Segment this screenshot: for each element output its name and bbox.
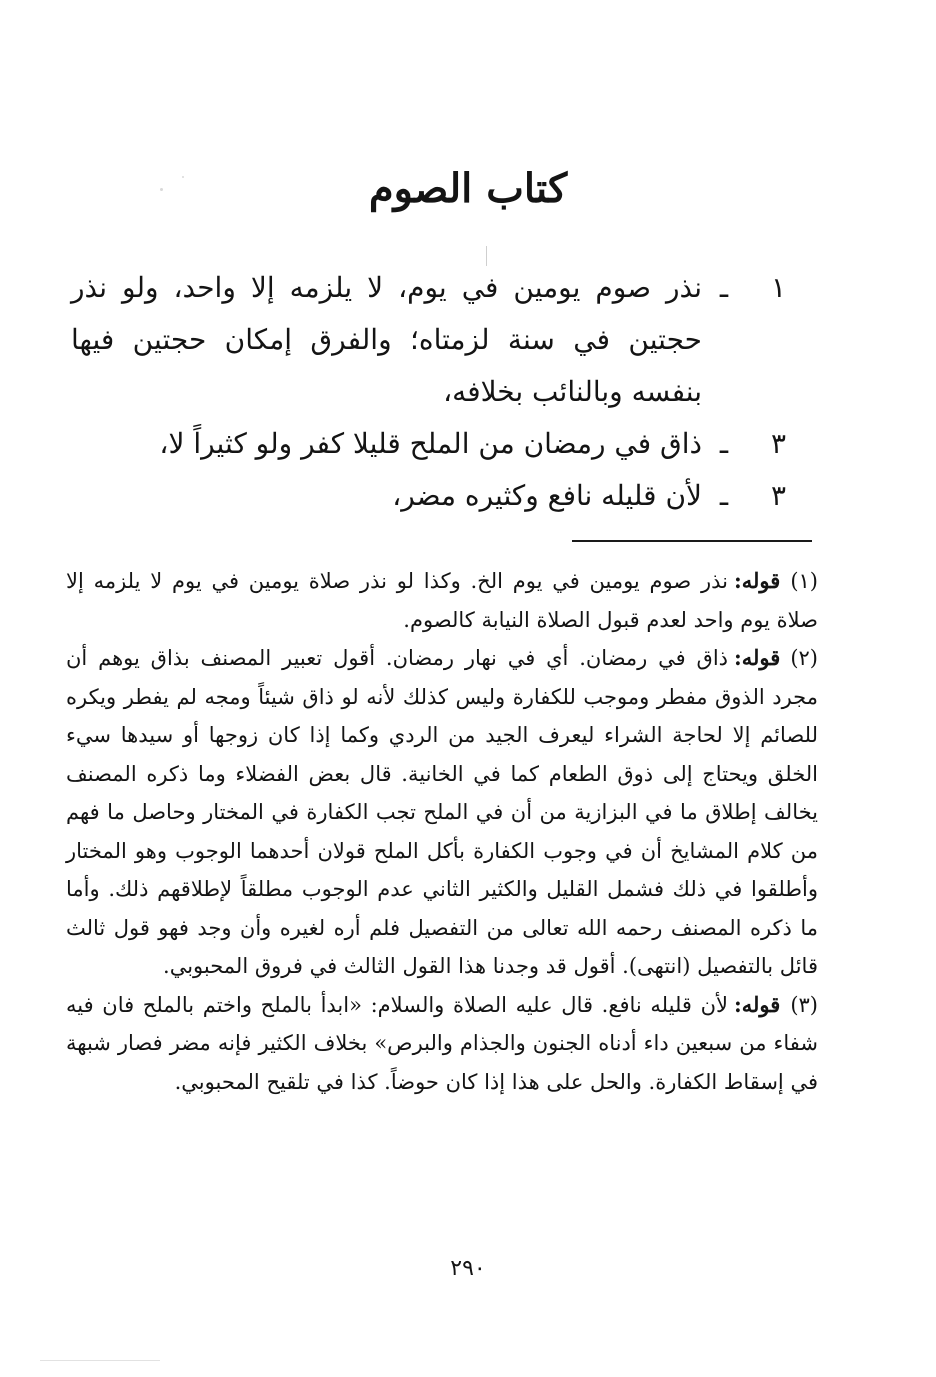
list-item: [71, 418, 786, 470]
item-dash: ـ: [719, 479, 729, 512]
footnote-number: (١): [790, 569, 818, 593]
footnote-keyword: قوله:: [734, 568, 781, 593]
main-text: [71, 262, 786, 522]
item-number: ١: [770, 271, 786, 304]
footnote-text: لأن قليله نافع. قال عليه الصلاة والسلام: «ابدأ بالملح واختم بالملح فان فيه شفاء من سبعين داء أدناه الجنون والجذام والبرص» بخلاف الكثير فإنه مضر فصار شبهة في إسقاط الكفارة. والحل على هذا إذا كان حوضاً. كذا في تلقيح المحبوبي.: [66, 992, 818, 1094]
item-dash: ـ: [719, 427, 729, 460]
footnote-text: نذر صوم يومين في يوم الخ. وكذا لو نذر صلاة يومين في يوم لا يلزمه إلا صلاة يوم واحد لعدم قبول الصلاة النيابة كالصوم.: [66, 569, 818, 632]
footnote-number: (٣): [790, 992, 818, 1017]
footnote: [66, 986, 818, 1102]
footnote: [66, 562, 818, 639]
footnote-separator: [572, 540, 812, 542]
item-text: نذر صوم يومين في يوم، لا يلزمه إلا واحد، ولو نذر حجتين في سنة لزمتاه؛ والفرق إمكان حجتين فيها بنفسه وبالنائب بخلافه،: [71, 271, 702, 408]
footnote-number: (٢): [790, 646, 818, 670]
page-title: كتاب الصوم: [368, 165, 568, 212]
item-number: ٣: [770, 479, 786, 512]
item-dash: ـ: [719, 271, 729, 304]
page-number: ٢٩٠: [450, 1256, 486, 1281]
list-item: [71, 470, 786, 522]
footnote-keyword: قوله:: [734, 645, 781, 670]
footnote-keyword: قوله:: [734, 991, 781, 1017]
scan-speck: [40, 1360, 160, 1361]
list-item: [71, 262, 786, 418]
item-text: لأن قليله نافع وكثيره مضر،: [392, 479, 702, 512]
footnote: [66, 639, 818, 986]
item-number: ٣: [770, 427, 786, 460]
footnote-text: ذاق في رمضان. أي في نهار رمضان. أقول تعبير المصنف بذاق يوهم أن مجرد الذوق مفطر وموجب للكفارة وليس كذلك لأنه لو ذاق شيئاً ومجه لم يفطر ويكره للصائم إلا لحاجة الشراء ليعرف الجيد من الردي وكما إذا كان زوجها أو سيدها سيء الخلق ويحتاج إلى ذوق الطعام كما في الخانية. قال بعض الفضلاء وما ذكره المصنف يخالف إطلاق ما في البزازية من أن في الملح تجب الكفارة في المختار وحاصل ما فهم من كلام المشايخ أن في وجوب الكفارة بأكل الملح قولان أحدهما الوجوب وهو المختار وأطلقوا في ذلك فشمل القليل والكثير الثاني عدم الوجوب مطلقاً لإطلاقهم ذلك. وأما ما ذكره المصنف رحمه الله تعالى من التفصيل فلم أره لغيره وأن وجد فهو قول ثالث قائل بالتفصيل (انتهى). أقول قد وجدنا هذا القول الثالث في فروق المحبوبي.: [66, 646, 818, 978]
footnotes: [66, 562, 818, 1101]
item-text: ذاق في رمضان من الملح قليلا كفر ولو كثيراً لا،: [159, 427, 702, 460]
